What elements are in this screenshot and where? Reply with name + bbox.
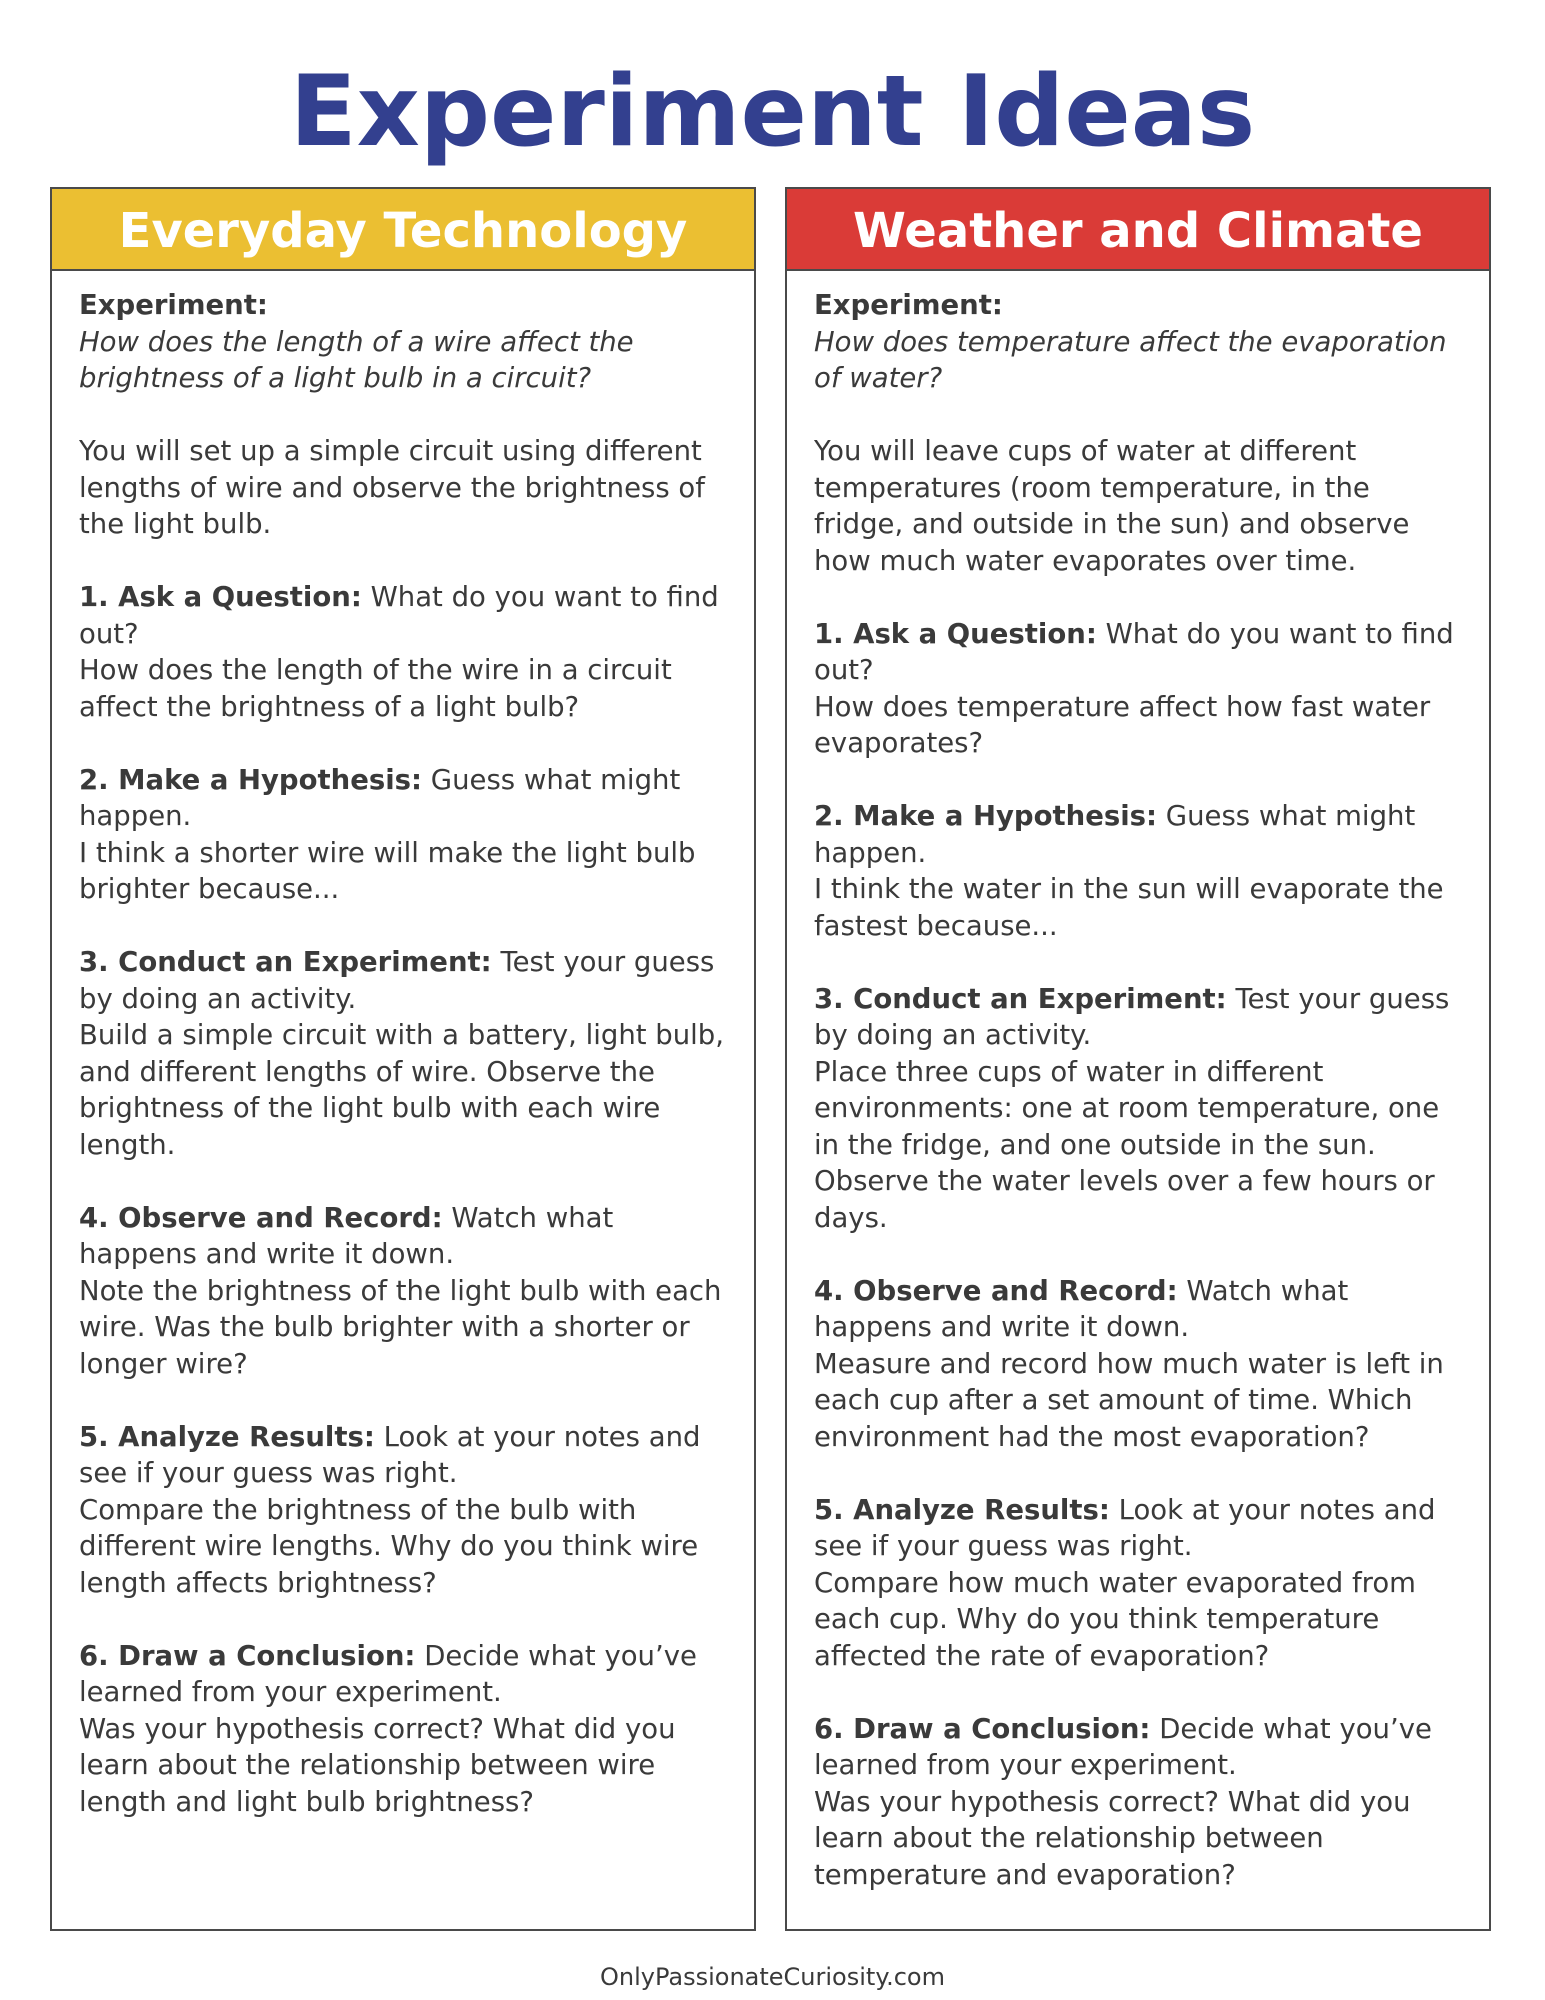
step-label: 3. Conduct an Experiment: — [79, 946, 492, 978]
experiment-intro: You will leave cups of water at different temperatures (room temperature, in the fridge, and outside in the sun) and observe how much water evaporates over time. — [814, 435, 1410, 577]
experiment-label: Experiment: — [814, 289, 1003, 321]
step-detail: Compare the brightness of the bulb with different wire lengths. Why do you think wire length affects brightness? — [79, 1493, 699, 1599]
step-detail: Compare how much water evaporated from each cup. Why do you think temperature affected the rate of evaporation? — [814, 1566, 1416, 1672]
card-everyday-technology — [50, 187, 756, 1931]
step-conduct-experiment — [79, 944, 726, 1163]
step-make-hypothesis — [814, 798, 1461, 944]
step-detail: Was your hypothesis correct? What did you learn about the relationship between wire length and light bulb brightness? — [79, 1712, 676, 1818]
step-label: 2. Make a Hypothesis: — [79, 763, 423, 796]
step-detail: How does temperature affect how fast water evaporates? — [814, 690, 1431, 759]
step-analyze-results — [79, 1419, 726, 1602]
step-observe-record — [814, 1273, 1461, 1456]
step-label: 1. Ask a Question: — [79, 581, 362, 613]
page-title: Experiment Ideas — [289, 55, 1256, 169]
step-prompt: Watch what happens and write it down. — [79, 1201, 614, 1270]
card-body — [787, 271, 1489, 1893]
experiment-label: Experiment: — [79, 289, 268, 321]
card-header: Everyday Technology — [52, 189, 754, 271]
step-prompt: Watch what happens and write it down. — [814, 1274, 1349, 1343]
step-label: 5. Analyze Results: — [79, 1420, 375, 1453]
step-observe-record — [79, 1200, 726, 1383]
step-prompt: Decide what you’ve learned from your experiment. — [79, 1639, 697, 1708]
step-prompt: Test your guess by doing an activity. — [814, 982, 1450, 1051]
step-draw-conclusion — [814, 1711, 1461, 1894]
step-draw-conclusion — [79, 1638, 726, 1821]
card-weather-and-climate — [785, 187, 1491, 1931]
step-conduct-experiment — [814, 981, 1461, 1237]
step-detail: How does the length of the wire in a circuit affect the brightness of a light bulb? — [79, 654, 672, 723]
step-label: 2. Make a Hypothesis: — [814, 800, 1158, 832]
step-ask-question — [814, 616, 1461, 762]
step-detail: Place three cups of water in different environments: one at room temperature, one in the fridge, and one outside in the sun. Observe the water levels over a few hours or days. — [814, 1055, 1440, 1234]
step-detail: I think the water in the sun will evaporate the fastest because... — [814, 873, 1444, 942]
step-prompt: Test your guess by doing an activity. — [79, 946, 715, 1015]
step-prompt: Guess what might happen. — [79, 763, 681, 832]
experiment-question: How does temperature affect the evaporation of water? — [814, 325, 1447, 394]
step-make-hypothesis — [79, 762, 726, 908]
step-prompt: What do you want to find out? — [814, 617, 1454, 686]
step-ask-question — [79, 579, 726, 725]
step-label: 1. Ask a Question: — [814, 617, 1097, 650]
footer-website: OnlyPassionateCuriosity.com — [600, 1963, 945, 1991]
step-detail: Build a simple circuit with a battery, light bulb, and different lengths of wire. Observe the brightness of the light bulb with each wire length. — [79, 1019, 725, 1161]
step-prompt: Look at your notes and see if your guess was right. — [814, 1493, 1436, 1562]
step-label: 6. Draw a Conclusion: — [79, 1639, 416, 1672]
step-detail: I think a shorter wire will make the light bulb brighter because... — [79, 836, 696, 905]
step-detail: Was your hypothesis correct? What did you learn about the relationship between temperature and evaporation? — [814, 1785, 1411, 1891]
step-analyze-results — [814, 1492, 1461, 1675]
step-prompt: Look at your notes and see if your guess was right. — [79, 1420, 701, 1489]
step-detail: Measure and record how much water is left in each cup after a set amount of time. Which environment had the most evaporation? — [814, 1347, 1444, 1453]
step-label: 5. Analyze Results: — [814, 1493, 1110, 1526]
card-body — [52, 271, 754, 1820]
card-header: Weather and Climate — [787, 189, 1489, 271]
step-label: 4. Observe and Record: — [79, 1201, 443, 1234]
step-label: 3. Conduct an Experiment: — [814, 982, 1227, 1015]
step-label: 6. Draw a Conclusion: — [814, 1712, 1151, 1745]
experiment-intro: You will set up a simple circuit using different lengths of wire and observe the brightness of the light bulb. — [79, 435, 705, 540]
experiment-question: How does the length of a wire affect the brightness of a light bulb in a circuit? — [79, 325, 634, 394]
step-prompt: Decide what you’ve learned from your experiment. — [814, 1712, 1432, 1781]
step-label: 4. Observe and Record: — [814, 1274, 1178, 1307]
step-prompt: Guess what might happen. — [814, 800, 1416, 869]
step-detail: Note the brightness of the light bulb with each wire. Was the bulb brighter with a shorter or longer wire? — [79, 1274, 722, 1380]
step-prompt: What do you want to find out? — [79, 581, 719, 650]
